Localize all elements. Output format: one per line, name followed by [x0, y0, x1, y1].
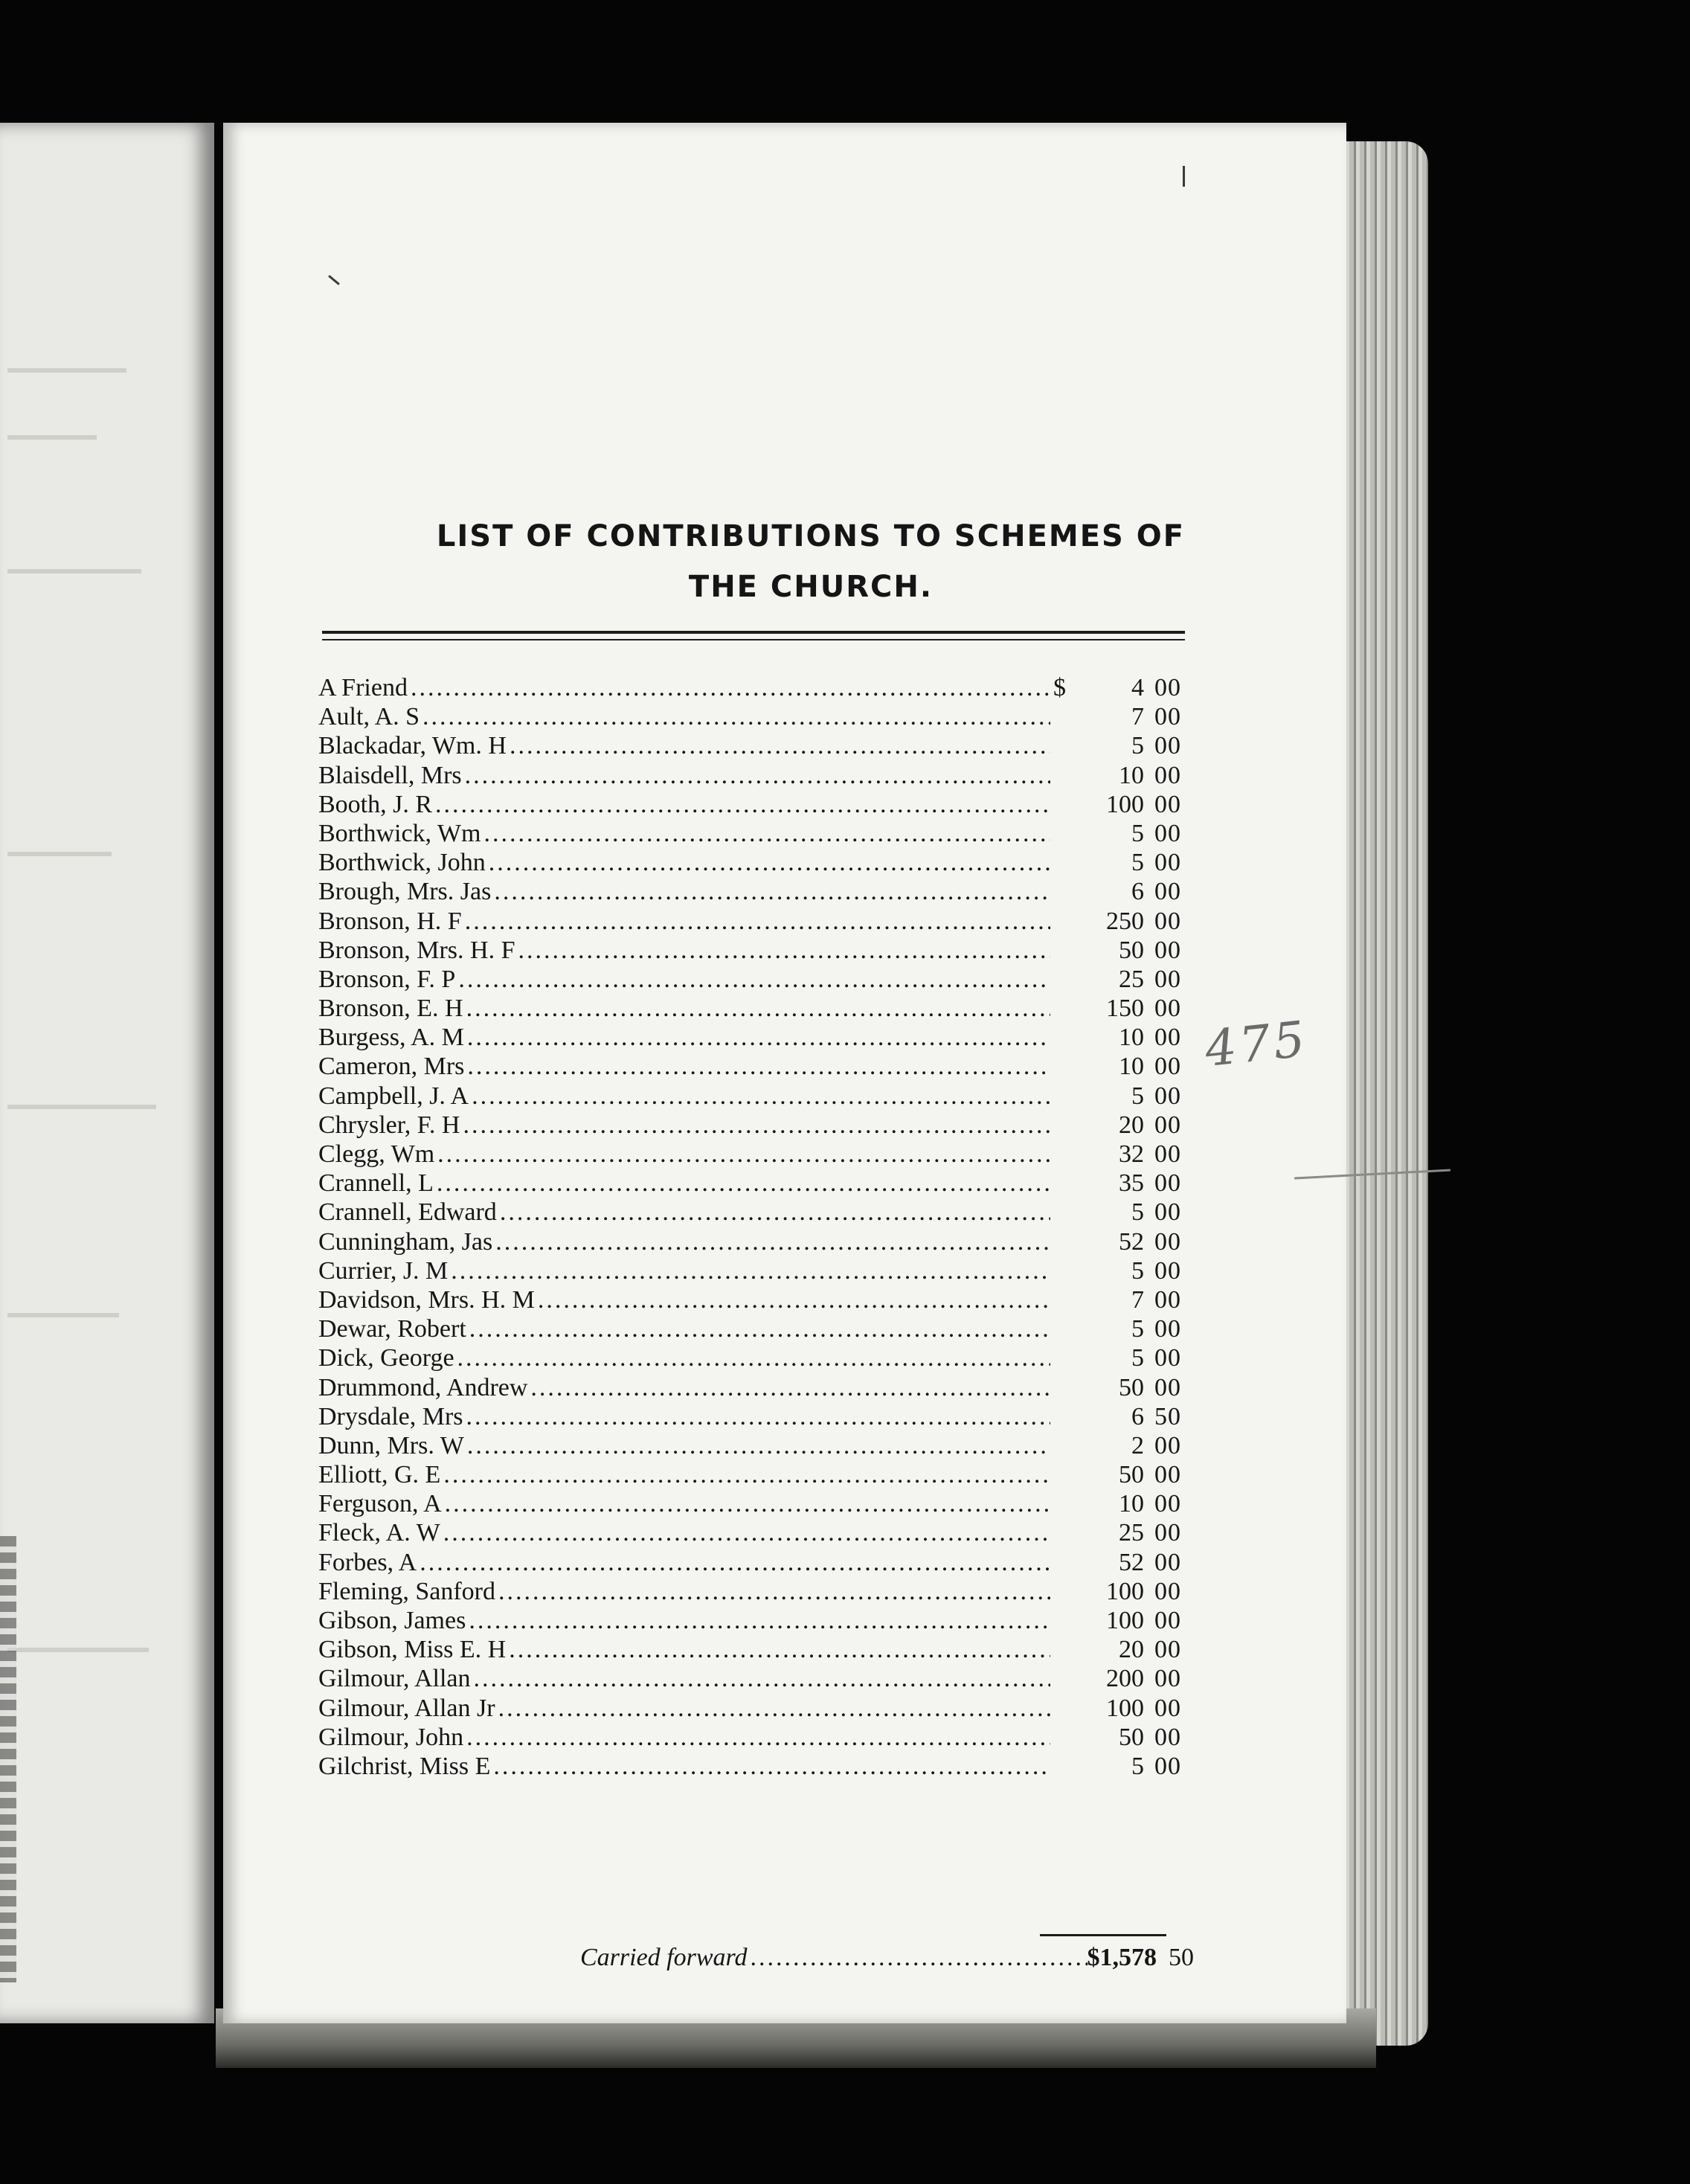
contributor-name: Borthwick, Wm [318, 819, 481, 847]
contribution-dollars: 10 [1119, 1490, 1144, 1518]
contribution-dollars: 20 [1119, 1111, 1144, 1139]
contribution-cents: 00 [1154, 761, 1181, 789]
contributor-name: Elliott, G. E [318, 1461, 441, 1489]
contribution-row [318, 1169, 1189, 1198]
contribution-dollars: 7 [1131, 1285, 1144, 1314]
leader-dots [466, 994, 1050, 1023]
contribution-row [318, 731, 1189, 760]
contribution-cents: 00 [1154, 995, 1181, 1023]
contribution-cents: 00 [1154, 674, 1181, 701]
contribution-cents: 00 [1154, 1344, 1181, 1372]
contribution-cents: 00 [1154, 1490, 1181, 1518]
contribution-row [318, 819, 1189, 848]
contribution-row [318, 1198, 1189, 1227]
contributor-name: Dick, George [318, 1344, 454, 1372]
leader-dots [483, 819, 1050, 848]
leader-dots [489, 848, 1050, 877]
contribution-row [318, 1577, 1189, 1606]
contribution-dollars: 50 [1119, 936, 1144, 964]
contributor-name: Burgess, A. M [318, 1024, 464, 1052]
dollar-sign: $ [1053, 674, 1066, 701]
leader-dots [494, 877, 1050, 906]
leader-dots [467, 1023, 1050, 1052]
contribution-cents: 00 [1154, 1285, 1181, 1314]
contribution-dollars: 32 [1119, 1140, 1144, 1168]
leader-dots [466, 1402, 1050, 1431]
contribution-dollars: 5 [1131, 1344, 1144, 1372]
contribution-cents: 00 [1154, 1665, 1181, 1693]
leader-dots [493, 1752, 1050, 1781]
contributor-name: Forbes, A [318, 1548, 417, 1576]
leader-dots [435, 790, 1050, 819]
contribution-cents: 00 [1154, 1169, 1181, 1198]
contribution-dollars: 4 [1131, 674, 1144, 701]
contribution-dollars: 200 [1106, 1665, 1144, 1693]
contributor-name: Dunn, Mrs. W [318, 1431, 464, 1459]
contribution-row [318, 1111, 1189, 1140]
leader-dots [467, 1052, 1050, 1081]
contribution-dollars: 100 [1106, 1577, 1144, 1605]
contribution-row [318, 965, 1189, 994]
contributor-name: Campbell, J. A [318, 1082, 469, 1110]
contributor-name: Drysdale, Mrs [318, 1402, 463, 1430]
contribution-dollars: 10 [1119, 1053, 1144, 1081]
contributor-name: Crannell, Edward [318, 1198, 497, 1227]
contributor-name: Gibson, Miss E. H [318, 1636, 507, 1664]
contributor-name: Fleming, Sanford [318, 1577, 495, 1605]
leader-dots [443, 1460, 1050, 1489]
contribution-row [318, 1314, 1189, 1343]
contribution-dollars: 5 [1131, 819, 1144, 847]
leader-dots [437, 1140, 1050, 1169]
contributor-name: Drummond, Andrew [318, 1373, 528, 1401]
contributor-name: Blackadar, Wm. H [318, 732, 507, 760]
left-page-vertical-text [0, 1536, 16, 1982]
contribution-row [318, 1635, 1189, 1664]
contribution-dollars: 5 [1131, 1752, 1144, 1780]
contribution-cents: 00 [1154, 1373, 1181, 1401]
contribution-cents: 00 [1154, 790, 1181, 818]
contribution-dollars: 250 [1106, 907, 1144, 935]
contribution-cents: 00 [1154, 1519, 1181, 1547]
contributor-name: Fleck, A. W [318, 1519, 440, 1547]
contribution-cents: 00 [1154, 1548, 1181, 1576]
contributor-name: Crannell, L [318, 1169, 434, 1198]
carried-forward-row [580, 1944, 1194, 1972]
contribution-dollars: 100 [1106, 790, 1144, 818]
contribution-cents: 00 [1154, 936, 1181, 964]
leader-dots [518, 936, 1050, 965]
contribution-cents: 00 [1154, 878, 1181, 906]
contribution-row [318, 877, 1189, 906]
contribution-cents: 00 [1154, 1723, 1181, 1751]
contribution-cents: 00 [1154, 1111, 1181, 1139]
contribution-dollars: 50 [1119, 1461, 1144, 1489]
contribution-cents: 00 [1154, 1315, 1181, 1343]
leader-dots [411, 673, 1050, 702]
contribution-row [318, 1723, 1189, 1752]
contribution-list [318, 673, 1189, 1781]
contribution-dollars: 100 [1106, 1694, 1144, 1722]
contribution-dollars: 50 [1119, 1373, 1144, 1401]
contribution-cents: 00 [1154, 1577, 1181, 1605]
contribution-cents: 00 [1154, 965, 1181, 993]
contributor-name: Dewar, Robert [318, 1315, 466, 1343]
contribution-row [318, 1548, 1189, 1577]
contribution-row [318, 1256, 1189, 1285]
leader-dots [467, 1431, 1050, 1460]
contribution-row [318, 1489, 1189, 1518]
contribution-cents: 00 [1154, 1461, 1181, 1489]
title-rule-thin [322, 639, 1185, 640]
contribution-cents: 00 [1154, 1198, 1181, 1227]
contribution-cents: 00 [1154, 703, 1181, 731]
contributor-name: Currier, J. M [318, 1256, 449, 1285]
contribution-cents: 00 [1154, 1082, 1181, 1110]
title-line-2: THE CHURCH. [688, 569, 934, 604]
contribution-dollars: 25 [1119, 1519, 1144, 1547]
contribution-row [318, 1460, 1189, 1489]
contributor-name: Bronson, H. F [318, 907, 462, 935]
carried-forward-label: Carried forward [580, 1944, 748, 1971]
leader-dots [420, 1548, 1050, 1577]
total-rule [1040, 1934, 1166, 1936]
contribution-cents: 00 [1154, 1053, 1181, 1081]
contribution-dollars: 6 [1131, 1402, 1144, 1430]
leader-dots [495, 1227, 1050, 1256]
contribution-dollars: 50 [1119, 1723, 1144, 1751]
contribution-dollars: 5 [1131, 1198, 1144, 1227]
contribution-dollars: 6 [1131, 878, 1144, 906]
contribution-row [318, 1140, 1189, 1169]
leader-dots [465, 761, 1050, 790]
contribution-row [318, 1285, 1189, 1314]
title-line-1: LIST OF CONTRIBUTIONS TO SCHEMES OF [436, 518, 1186, 553]
contribution-row [318, 761, 1189, 790]
contribution-dollars: 5 [1131, 1315, 1144, 1343]
contribution-dollars: 52 [1119, 1227, 1144, 1256]
contribution-row [318, 1402, 1189, 1431]
book-page-edges [1339, 141, 1428, 2046]
contributor-name: Booth, J. R [318, 790, 433, 818]
contribution-row [318, 1023, 1189, 1052]
contribution-row [318, 1227, 1189, 1256]
contribution-dollars: 7 [1131, 703, 1144, 731]
leader-dots [751, 1944, 1087, 1972]
contribution-dollars: 35 [1119, 1169, 1144, 1198]
leader-dots [465, 907, 1050, 936]
title-rule-thick [322, 631, 1185, 634]
leader-dots [451, 1256, 1050, 1285]
contributor-name: Ault, A. S [318, 703, 420, 731]
contribution-row [318, 1694, 1189, 1723]
contribution-cents: 00 [1154, 819, 1181, 847]
contribution-dollars: 150 [1106, 995, 1144, 1023]
leader-dots [500, 1198, 1050, 1227]
contributor-name: Cunningham, Jas [318, 1227, 493, 1256]
contribution-dollars: 5 [1131, 849, 1144, 877]
document-page [223, 123, 1346, 2023]
contribution-cents: 00 [1154, 1256, 1181, 1285]
contribution-row [318, 673, 1189, 702]
left-facing-page [0, 123, 214, 2023]
contributor-name: Bronson, E. H [318, 995, 463, 1023]
leader-dots [466, 1723, 1050, 1752]
contribution-cents: 00 [1154, 1694, 1181, 1722]
contribution-row [318, 848, 1189, 877]
contribution-row [318, 1082, 1189, 1111]
leader-dots [457, 1343, 1050, 1372]
contributor-name: Ferguson, A [318, 1490, 442, 1518]
contributor-name: Davidson, Mrs. H. M [318, 1285, 535, 1314]
contribution-row [318, 936, 1189, 965]
pencil-annotation: 475 [1202, 1009, 1311, 1079]
contributor-name: Cameron, Mrs [318, 1053, 465, 1081]
contribution-dollars: 10 [1119, 1024, 1144, 1052]
contributor-name: Gibson, James [318, 1607, 466, 1634]
leader-dots [538, 1285, 1050, 1314]
leader-dots [437, 1169, 1050, 1198]
leader-dots [498, 1577, 1050, 1606]
contribution-dollars: 10 [1119, 761, 1144, 789]
contribution-cents: 00 [1154, 1227, 1181, 1256]
leader-dots [510, 731, 1050, 760]
leader-dots [422, 702, 1050, 731]
contribution-row [318, 1518, 1189, 1547]
contributor-name: Bronson, Mrs. H. F [318, 936, 515, 964]
contribution-cents: 00 [1154, 1752, 1181, 1780]
contribution-row [318, 907, 1189, 936]
contribution-row [318, 994, 1189, 1023]
contribution-cents: 00 [1154, 849, 1181, 877]
leader-dots [509, 1635, 1050, 1664]
leader-dots [443, 1518, 1050, 1547]
contribution-cents: 00 [1154, 732, 1181, 760]
contribution-dollars: 5 [1131, 1256, 1144, 1285]
leader-dots [472, 1082, 1050, 1111]
contribution-cents: 00 [1154, 1431, 1181, 1459]
contribution-dollars: 25 [1119, 965, 1144, 993]
contributor-name: Gilchrist, Miss E [318, 1752, 491, 1780]
contributor-name: A Friend [318, 674, 408, 701]
contribution-cents: 00 [1154, 1024, 1181, 1052]
contributor-name: Gilmour, John [318, 1723, 464, 1751]
carried-forward-value: $1,578 [1087, 1944, 1157, 1971]
leader-dots [469, 1606, 1050, 1635]
contribution-dollars: 5 [1131, 732, 1144, 760]
contribution-dollars: 5 [1131, 1082, 1144, 1110]
contribution-cents: 00 [1154, 907, 1181, 935]
contribution-dollars: 52 [1119, 1548, 1144, 1576]
contribution-row [318, 1431, 1189, 1460]
contribution-row [318, 1606, 1189, 1635]
contribution-dollars: 20 [1119, 1636, 1144, 1664]
leader-dots [463, 1111, 1050, 1140]
contribution-dollars: 2 [1131, 1431, 1144, 1459]
contribution-dollars: 100 [1106, 1607, 1144, 1634]
contribution-row [318, 790, 1189, 819]
contribution-row [318, 1343, 1189, 1372]
contribution-cents: 00 [1154, 1607, 1181, 1634]
contribution-row [318, 1752, 1189, 1781]
leader-dots [498, 1694, 1050, 1723]
page-title [298, 511, 1324, 612]
carried-forward-cents: 50 [1169, 1944, 1194, 1971]
leader-dots [469, 1314, 1050, 1343]
contribution-row [318, 1373, 1189, 1402]
leader-dots [458, 965, 1050, 994]
leader-dots [530, 1373, 1050, 1402]
leader-dots [445, 1489, 1050, 1518]
leader-dots [474, 1664, 1050, 1693]
contributor-name: Brough, Mrs. Jas [318, 878, 492, 906]
contributor-name: Gilmour, Allan [318, 1665, 471, 1693]
contribution-row [318, 1052, 1189, 1081]
contributor-name: Blaisdell, Mrs [318, 761, 462, 789]
contributor-name: Gilmour, Allan Jr [318, 1694, 495, 1722]
contribution-row [318, 702, 1189, 731]
contributor-name: Borthwick, John [318, 849, 486, 877]
contribution-row [318, 1664, 1189, 1693]
contributor-name: Bronson, F. P [318, 965, 456, 993]
contributor-name: Chrysler, F. H [318, 1111, 460, 1139]
contributor-name: Clegg, Wm [318, 1140, 435, 1168]
contribution-cents: 00 [1154, 1140, 1181, 1168]
contribution-cents: 00 [1154, 1636, 1181, 1664]
contribution-cents: 50 [1154, 1402, 1181, 1430]
